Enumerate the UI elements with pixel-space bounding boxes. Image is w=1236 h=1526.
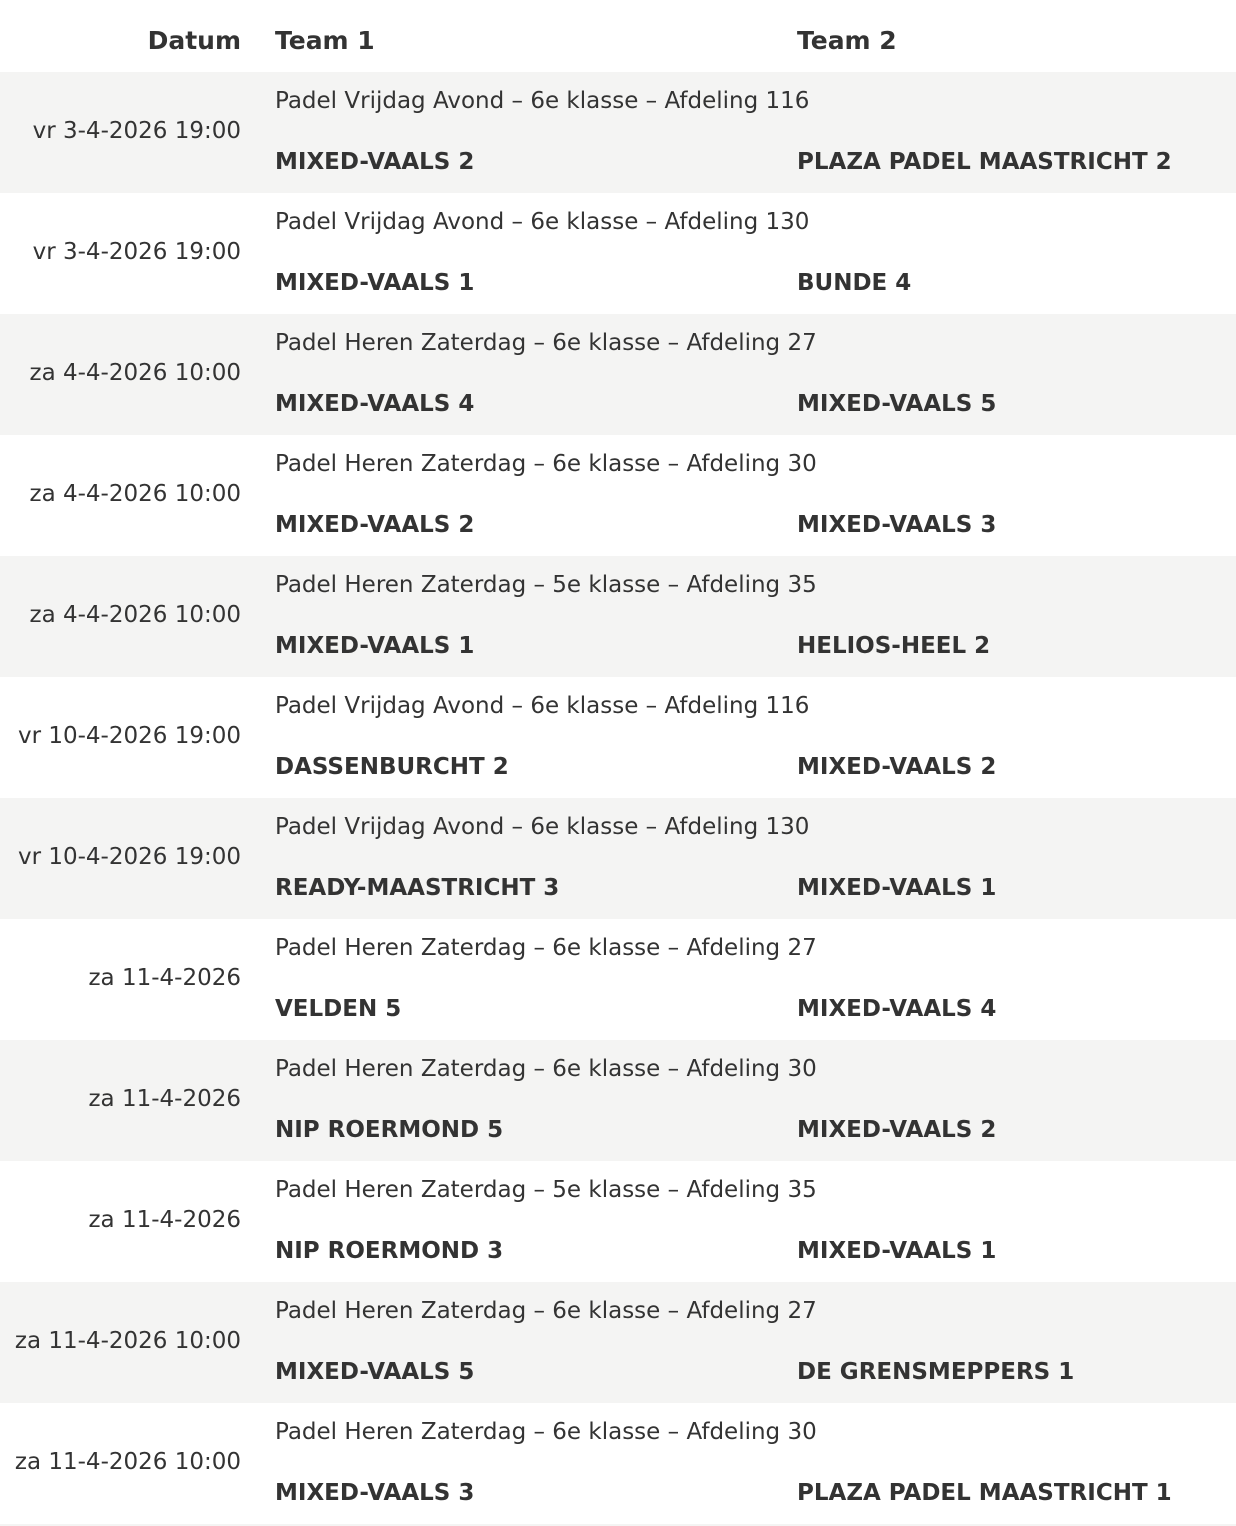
team1-name[interactable]: VELDEN 5 xyxy=(275,996,402,1022)
table-header xyxy=(0,0,1236,72)
column-header-team1[interactable]: Team 1 xyxy=(275,26,375,55)
team2-name[interactable]: BUNDE 4 xyxy=(797,270,912,296)
table-row[interactable] xyxy=(0,1161,1236,1282)
team1-name[interactable]: MIXED-VAALS 1 xyxy=(275,270,475,296)
team1-name[interactable]: MIXED-VAALS 3 xyxy=(275,1480,475,1506)
match-date: vr 3-4-2026 19:00 xyxy=(32,239,241,265)
team2-name[interactable]: HELIOS-HEEL 2 xyxy=(797,633,991,659)
match-date: vr 10-4-2026 19:00 xyxy=(17,844,241,870)
team2-name[interactable]: PLAZA PADEL MAASTRICHT 1 xyxy=(797,1480,1172,1506)
team1-name[interactable]: READY-MAASTRICHT 3 xyxy=(275,875,560,901)
match-league: Padel Vrijdag Avond – 6e klasse – Afdeling 130 xyxy=(275,209,810,235)
team1-name[interactable]: MIXED-VAALS 2 xyxy=(275,512,475,538)
match-league: Padel Heren Zaterdag – 6e klasse – Afdeling 27 xyxy=(275,935,817,961)
match-date: za 11-4-2026 xyxy=(88,965,241,991)
match-league: Padel Vrijdag Avond – 6e klasse – Afdeling 116 xyxy=(275,88,810,114)
team2-name[interactable]: MIXED-VAALS 1 xyxy=(797,1238,997,1264)
table-row[interactable] xyxy=(0,193,1236,314)
team1-name[interactable]: NIP ROERMOND 3 xyxy=(275,1238,504,1264)
team2-name[interactable]: DE GRENSMEPPERS 1 xyxy=(797,1359,1075,1385)
match-league: Padel Vrijdag Avond – 6e klasse – Afdeling 116 xyxy=(275,693,810,719)
team2-name[interactable]: MIXED-VAALS 2 xyxy=(797,1117,997,1143)
match-date: za 4-4-2026 10:00 xyxy=(29,360,241,386)
match-date: vr 3-4-2026 19:00 xyxy=(32,118,241,144)
match-league: Padel Heren Zaterdag – 6e klasse – Afdeling 27 xyxy=(275,330,817,356)
team1-name[interactable]: MIXED-VAALS 2 xyxy=(275,149,475,175)
table-row[interactable] xyxy=(0,1403,1236,1524)
match-date: vr 10-4-2026 19:00 xyxy=(17,723,241,749)
match-league: Padel Heren Zaterdag – 5e klasse – Afdeling 35 xyxy=(275,1177,817,1203)
table-row[interactable] xyxy=(0,72,1236,193)
table-row[interactable] xyxy=(0,435,1236,556)
table-row[interactable] xyxy=(0,556,1236,677)
match-date: za 11-4-2026 10:00 xyxy=(14,1449,241,1475)
match-date: za 4-4-2026 10:00 xyxy=(29,602,241,628)
table-row[interactable] xyxy=(0,1040,1236,1161)
match-league: Padel Heren Zaterdag – 6e klasse – Afdeling 30 xyxy=(275,451,817,477)
team2-name[interactable]: PLAZA PADEL MAASTRICHT 2 xyxy=(797,149,1172,175)
team2-name[interactable]: MIXED-VAALS 1 xyxy=(797,875,997,901)
match-date: za 11-4-2026 10:00 xyxy=(14,1328,241,1354)
column-header-team2[interactable]: Team 2 xyxy=(797,26,897,55)
team1-name[interactable]: NIP ROERMOND 5 xyxy=(275,1117,504,1143)
match-date: za 4-4-2026 10:00 xyxy=(29,481,241,507)
team2-name[interactable]: MIXED-VAALS 5 xyxy=(797,391,997,417)
team2-name[interactable]: MIXED-VAALS 3 xyxy=(797,512,997,538)
table-row[interactable] xyxy=(0,1282,1236,1403)
match-league: Padel Heren Zaterdag – 6e klasse – Afdeling 27 xyxy=(275,1298,817,1324)
team2-name[interactable]: MIXED-VAALS 2 xyxy=(797,754,997,780)
match-date: za 11-4-2026 xyxy=(88,1086,241,1112)
match-league: Padel Heren Zaterdag – 5e klasse – Afdeling 35 xyxy=(275,572,817,598)
match-date: za 11-4-2026 xyxy=(88,1207,241,1233)
match-league: Padel Heren Zaterdag – 6e klasse – Afdeling 30 xyxy=(275,1056,817,1082)
team1-name[interactable]: MIXED-VAALS 4 xyxy=(275,391,475,417)
team1-name[interactable]: MIXED-VAALS 1 xyxy=(275,633,475,659)
match-league: Padel Vrijdag Avond – 6e klasse – Afdeling 130 xyxy=(275,814,810,840)
table-row[interactable] xyxy=(0,919,1236,1040)
team1-name[interactable]: MIXED-VAALS 5 xyxy=(275,1359,475,1385)
match-league: Padel Heren Zaterdag – 6e klasse – Afdeling 30 xyxy=(275,1419,817,1445)
table-row[interactable] xyxy=(0,314,1236,435)
table-row[interactable] xyxy=(0,677,1236,798)
team1-name[interactable]: DASSENBURCHT 2 xyxy=(275,754,509,780)
table-row[interactable] xyxy=(0,798,1236,919)
column-header-datum[interactable]: Datum xyxy=(147,26,241,55)
team2-name[interactable]: MIXED-VAALS 4 xyxy=(797,996,997,1022)
